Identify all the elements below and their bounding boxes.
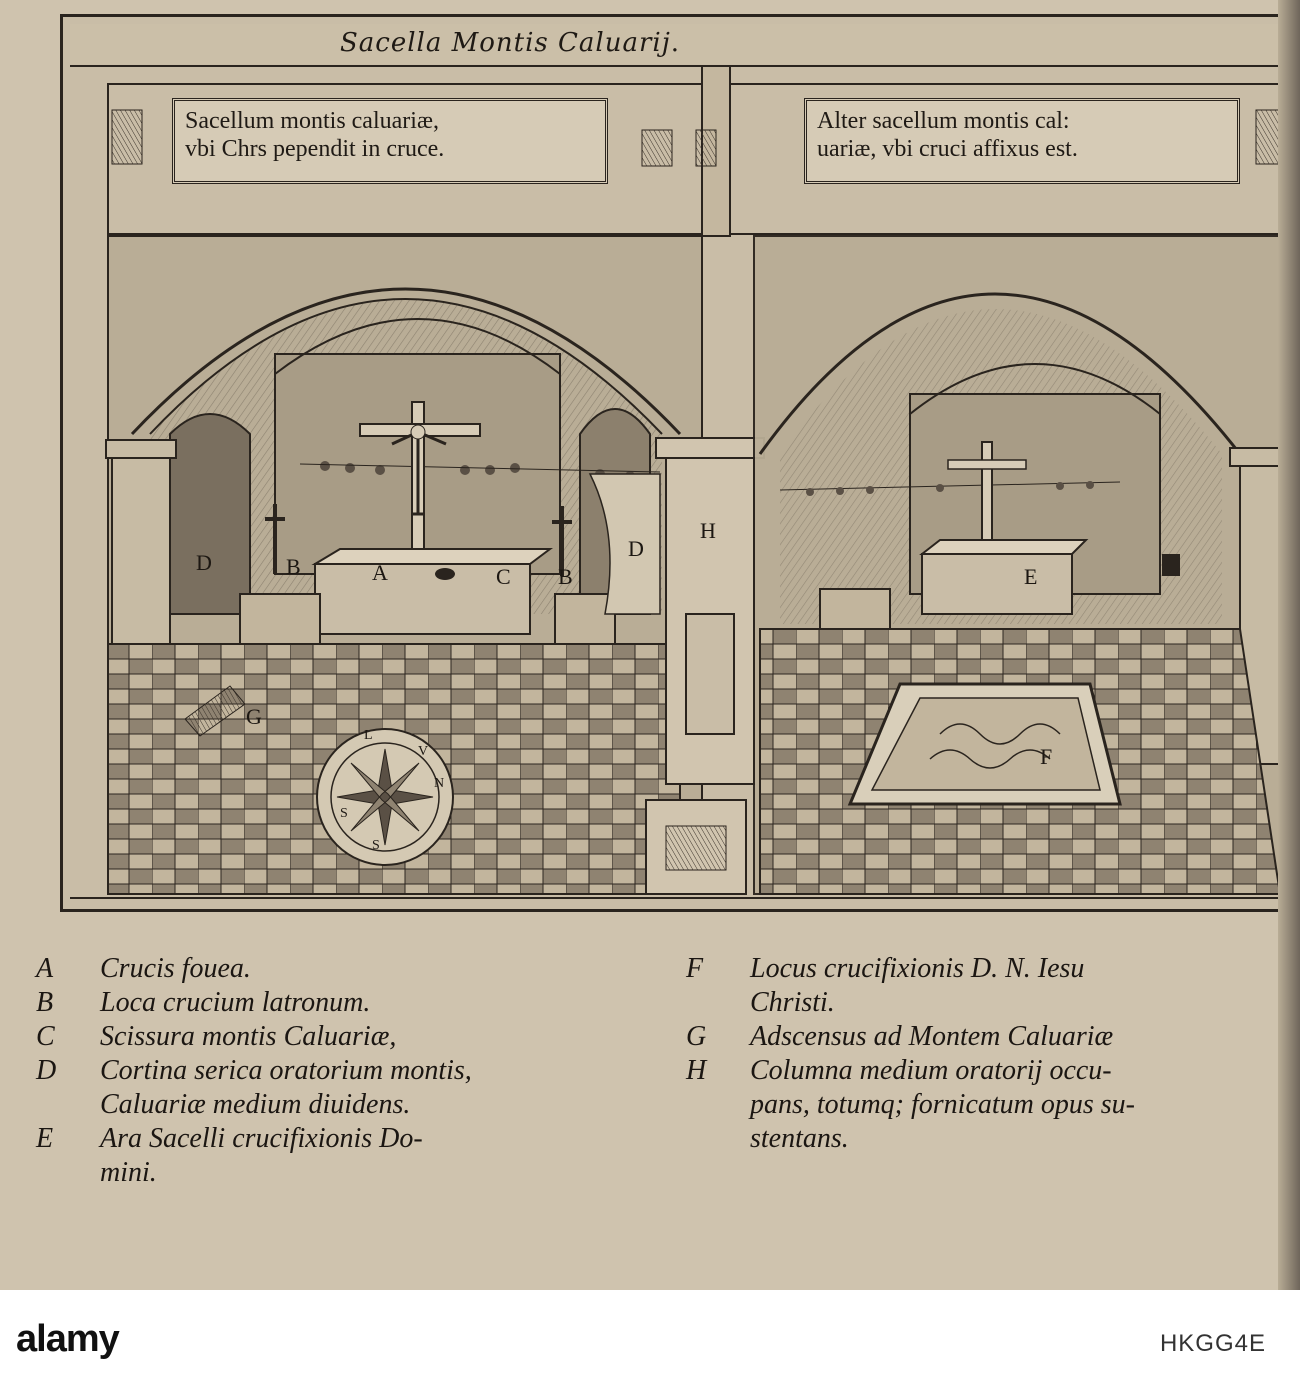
compass-letter-3: S [340, 806, 348, 821]
legend-text: Locus crucifixionis D. N. Iesu [750, 953, 1085, 984]
caption-right-line-1: Alter sacellum montis cal: [817, 108, 1070, 134]
compass-letter-4: S [372, 838, 380, 853]
legend-letter: B [36, 987, 54, 1018]
legend-text: pans, totumq; fornicatum opus su- [750, 1089, 1135, 1120]
legend-letter: A [36, 953, 54, 984]
legend-text: stentans. [750, 1123, 849, 1154]
legend-row [686, 1054, 1276, 1088]
legend-row [686, 1020, 1276, 1054]
legend-text: Christi. [750, 987, 835, 1018]
label-e: E [1024, 564, 1038, 589]
compass-letter-5: L [364, 728, 373, 743]
caption-left-line-1: Sacellum montis caluariæ, [185, 108, 439, 134]
label-d-right: D [628, 536, 644, 561]
legend-row [36, 986, 676, 1020]
label-a: A [372, 560, 388, 585]
label-d-left: D [196, 550, 212, 575]
legend-text: mini. [100, 1157, 157, 1188]
label-c: C [496, 564, 511, 589]
legend-letter: C [36, 1021, 55, 1052]
label-b-left: B [286, 554, 301, 579]
legend-text: Adscensus ad Montem Caluariæ [750, 1021, 1114, 1052]
legend-row [36, 952, 676, 986]
compass-letter-2: N [434, 776, 445, 791]
compass-letter-1: V [418, 744, 429, 759]
caption-right-line-2: uariæ, vbi cruci affixus est. [817, 136, 1078, 162]
page-edge-shadow [1278, 0, 1300, 1290]
legend-letter: H [686, 1055, 707, 1086]
legend-row [36, 1088, 676, 1122]
legend-row [686, 1122, 1276, 1156]
legend-row [686, 952, 1276, 986]
label-g: G [246, 704, 262, 729]
legend-text: Columna medium oratorij occu- [750, 1055, 1112, 1086]
label-h: H [700, 518, 716, 543]
legend-text: Crucis fouea. [100, 953, 251, 984]
legend-row [36, 1156, 676, 1190]
legend-text: Loca crucium latronum. [100, 987, 371, 1018]
caption-left-line-2: vbi Chrs pependit in cruce. [185, 136, 445, 162]
stock-footer-bar [0, 1290, 1300, 1377]
legend-row [36, 1122, 676, 1156]
legend-text: Scissura montis Caluariæ, [100, 1021, 397, 1052]
legend-text: Ara Sacelli crucifixionis Do- [100, 1123, 423, 1154]
legend-left-column [36, 952, 676, 1190]
legend-row [686, 986, 1276, 1020]
legend-letter: E [36, 1123, 54, 1154]
legend-letter: G [686, 1021, 707, 1052]
legend-row [36, 1020, 676, 1054]
caption-left-chapel [172, 98, 608, 184]
plate-title: Sacella Montis Caluarij. [339, 28, 681, 58]
legend-letter: F [686, 953, 704, 984]
legend-letter: D [36, 1055, 57, 1086]
legend-row [686, 1088, 1276, 1122]
image-code: HKGG4E [1159, 1330, 1266, 1357]
label-f: F [1040, 744, 1053, 769]
legend-right-column [686, 952, 1276, 1156]
caption-right-chapel [804, 98, 1240, 184]
stock-logo: alamy [16, 1318, 119, 1360]
legend-text: Cortina serica oratorium montis, [100, 1055, 472, 1086]
legend-row [36, 1054, 676, 1088]
label-b-right: B [558, 564, 573, 589]
legend-text: Caluariæ medium diuidens. [100, 1089, 411, 1120]
